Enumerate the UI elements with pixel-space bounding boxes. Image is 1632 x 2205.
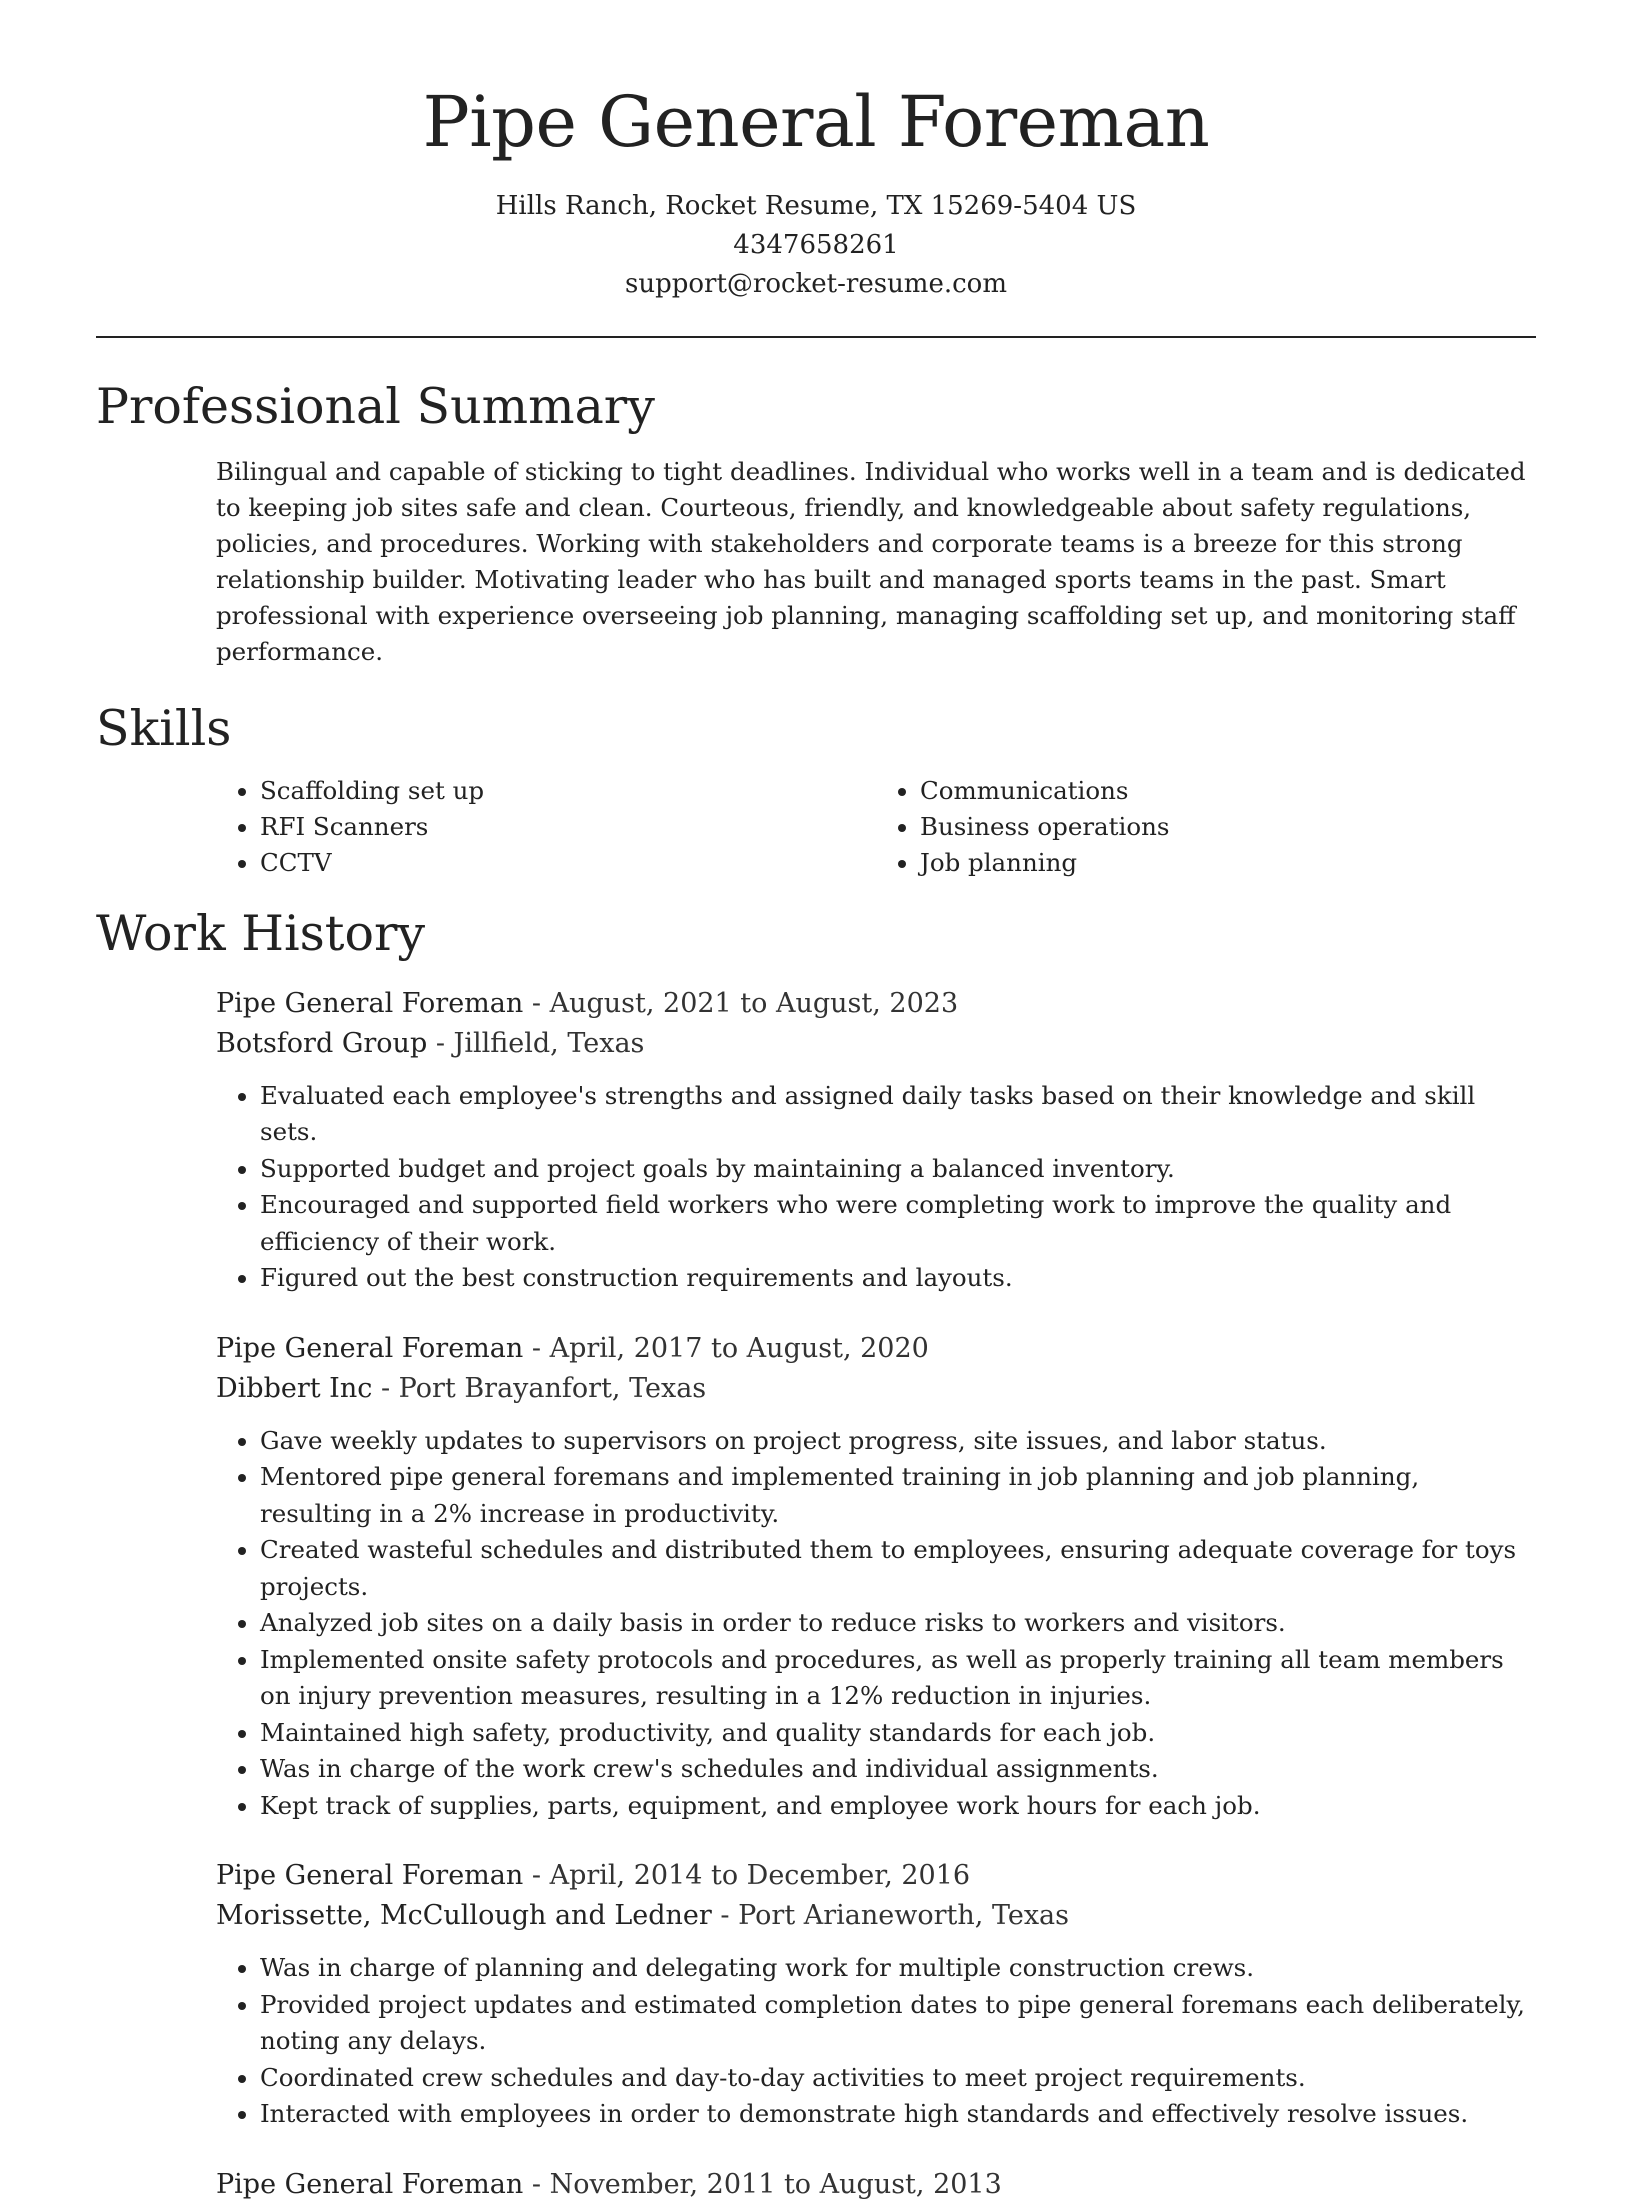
contact-email: support@rocket-resume.com <box>624 268 1007 299</box>
candidate-name: Pipe General Foreman <box>422 81 1210 163</box>
job-entry <box>216 1329 1536 1825</box>
job-bullet: • Mentored pipe general foremans and implemented training in job planning and job planning, resulting in a 2% increase in productivity. <box>260 1459 1536 1532</box>
job-separator: - <box>523 987 550 1019</box>
job-bullets <box>216 1423 1536 1825</box>
job-bullet: • Supported budget and project goals by maintaining a balanced inventory. <box>260 1151 1536 1188</box>
contact-address: Hills Ranch, Rocket Resume, TX 15269-5404 US <box>495 190 1137 221</box>
header-divider <box>96 336 1536 338</box>
job-dates: April, 2017 to August, 2020 <box>549 1332 929 1364</box>
job-company: Botsford Group <box>216 1027 428 1059</box>
contact-phone: 4347658261 <box>733 229 899 260</box>
job-title-line <box>216 1329 1536 1369</box>
skill-item: • Communications <box>920 773 1536 809</box>
job-location: Port Arianeworth, Texas <box>738 1900 1070 1932</box>
job-entry <box>216 1856 1536 2133</box>
job-location: Jillfield, Texas <box>453 1027 645 1059</box>
job-separator: - <box>523 1860 550 1892</box>
job-company: Morissette, McCullough and Ledner <box>216 1900 712 1932</box>
job-title-line <box>216 984 1536 1024</box>
skills-heading: Skills <box>96 700 232 758</box>
job-location: Port Brayanfort, Texas <box>398 1372 707 1404</box>
skill-item: • Business operations <box>920 809 1536 845</box>
summary-heading: Professional Summary <box>96 377 655 435</box>
job-bullets <box>216 1078 1536 1297</box>
work-history-heading: Work History <box>96 905 426 963</box>
skill-item: • Scaffolding set up <box>260 773 876 809</box>
skill-item: • RFI Scanners <box>260 809 876 845</box>
job-bullet: • Was in charge of planning and delegating work for multiple construction crews. <box>260 1950 1536 1987</box>
job-bullet: • Implemented onsite safety protocols and procedures, as well as properly training all team members on injury prevention measures, resulting in a 12% reduction in injuries. <box>260 1642 1536 1715</box>
job-title: Pipe General Foreman <box>216 1860 524 1892</box>
job-bullets <box>216 1950 1536 2133</box>
job-bullet: • Provided project updates and estimated completion dates to pipe general foremans each deliberately, noting any delays. <box>260 1987 1536 2060</box>
job-bullet: • Kept track of supplies, parts, equipment, and employee work hours for each job. <box>260 1788 1536 1825</box>
job-entry <box>216 984 1536 1297</box>
job-company-line <box>216 1369 1536 1409</box>
job-separator: - <box>372 1372 399 1404</box>
job-company: Dibbert Inc <box>216 1372 373 1404</box>
job-bullet: • Analyzed job sites on a daily basis in order to reduce risks to workers and visitors. <box>260 1605 1536 1642</box>
job-bullet: • Evaluated each employee's strengths and assigned daily tasks based on their knowledge and skill sets. <box>260 1078 1536 1151</box>
job-bullet: • Figured out the best construction requirements and layouts. <box>260 1260 1536 1297</box>
job-bullet: • Maintained high safety, productivity, and quality standards for each job. <box>260 1715 1536 1752</box>
job-separator: - <box>523 2168 550 2200</box>
job-separator: - <box>427 1027 454 1059</box>
job-title: Pipe General Foreman <box>216 1332 524 1364</box>
job-entry <box>216 2165 1536 2205</box>
job-title: Pipe General Foreman <box>216 2168 524 2200</box>
job-bullet: • Was in charge of the work crew's schedules and individual assignments. <box>260 1751 1536 1788</box>
job-company-line <box>216 1024 1536 1064</box>
job-company-line <box>216 1896 1536 1936</box>
summary-text: Bilingual and capable of sticking to tight deadlines. Individual who works well in a team and is dedicated to keeping job sites safe and clean. Courteous, friendly, and knowledgeable about safety regulations, policies, and procedures. Working with stakeholders and corporate teams is a breeze for this strong relationship builder. Motivating leader who has built and managed sports teams in the past. Smart professional with experience overseeing job planning, managing scaffolding set up, and monitoring staff performance. <box>216 457 1526 667</box>
job-bullet: • Created wasteful schedules and distributed them to employees, ensuring adequate coverage for toys projects. <box>260 1532 1536 1605</box>
skill-item: • Job planning <box>920 845 1536 881</box>
skills-list <box>216 773 1536 881</box>
job-dates: August, 2021 to August, 2023 <box>549 987 959 1019</box>
resume-header <box>0 0 1632 304</box>
job-bullet: • Coordinated crew schedules and day-to-day activities to meet project requirements. <box>260 2060 1536 2097</box>
contact-info <box>0 187 1632 304</box>
job-bullet: • Interacted with employees in order to demonstrate high standards and effectively resolve issues. <box>260 2096 1536 2133</box>
job-title: Pipe General Foreman <box>216 987 524 1019</box>
job-dates: November, 2011 to August, 2013 <box>549 2168 1002 2200</box>
skills-column-left <box>216 773 876 881</box>
job-title-line <box>216 1856 1536 1896</box>
job-title-line <box>216 2165 1536 2205</box>
job-bullet: • Gave weekly updates to supervisors on project progress, site issues, and labor status. <box>260 1423 1536 1460</box>
skill-item: • CCTV <box>260 845 876 881</box>
job-dates: April, 2014 to December, 2016 <box>549 1860 971 1892</box>
skills-column-right <box>876 773 1536 881</box>
job-separator: - <box>711 1900 739 1932</box>
job-bullet: • Encouraged and supported field workers who were completing work to improve the quality and efficiency of their work. <box>260 1187 1536 1260</box>
job-separator: - <box>523 1332 550 1364</box>
